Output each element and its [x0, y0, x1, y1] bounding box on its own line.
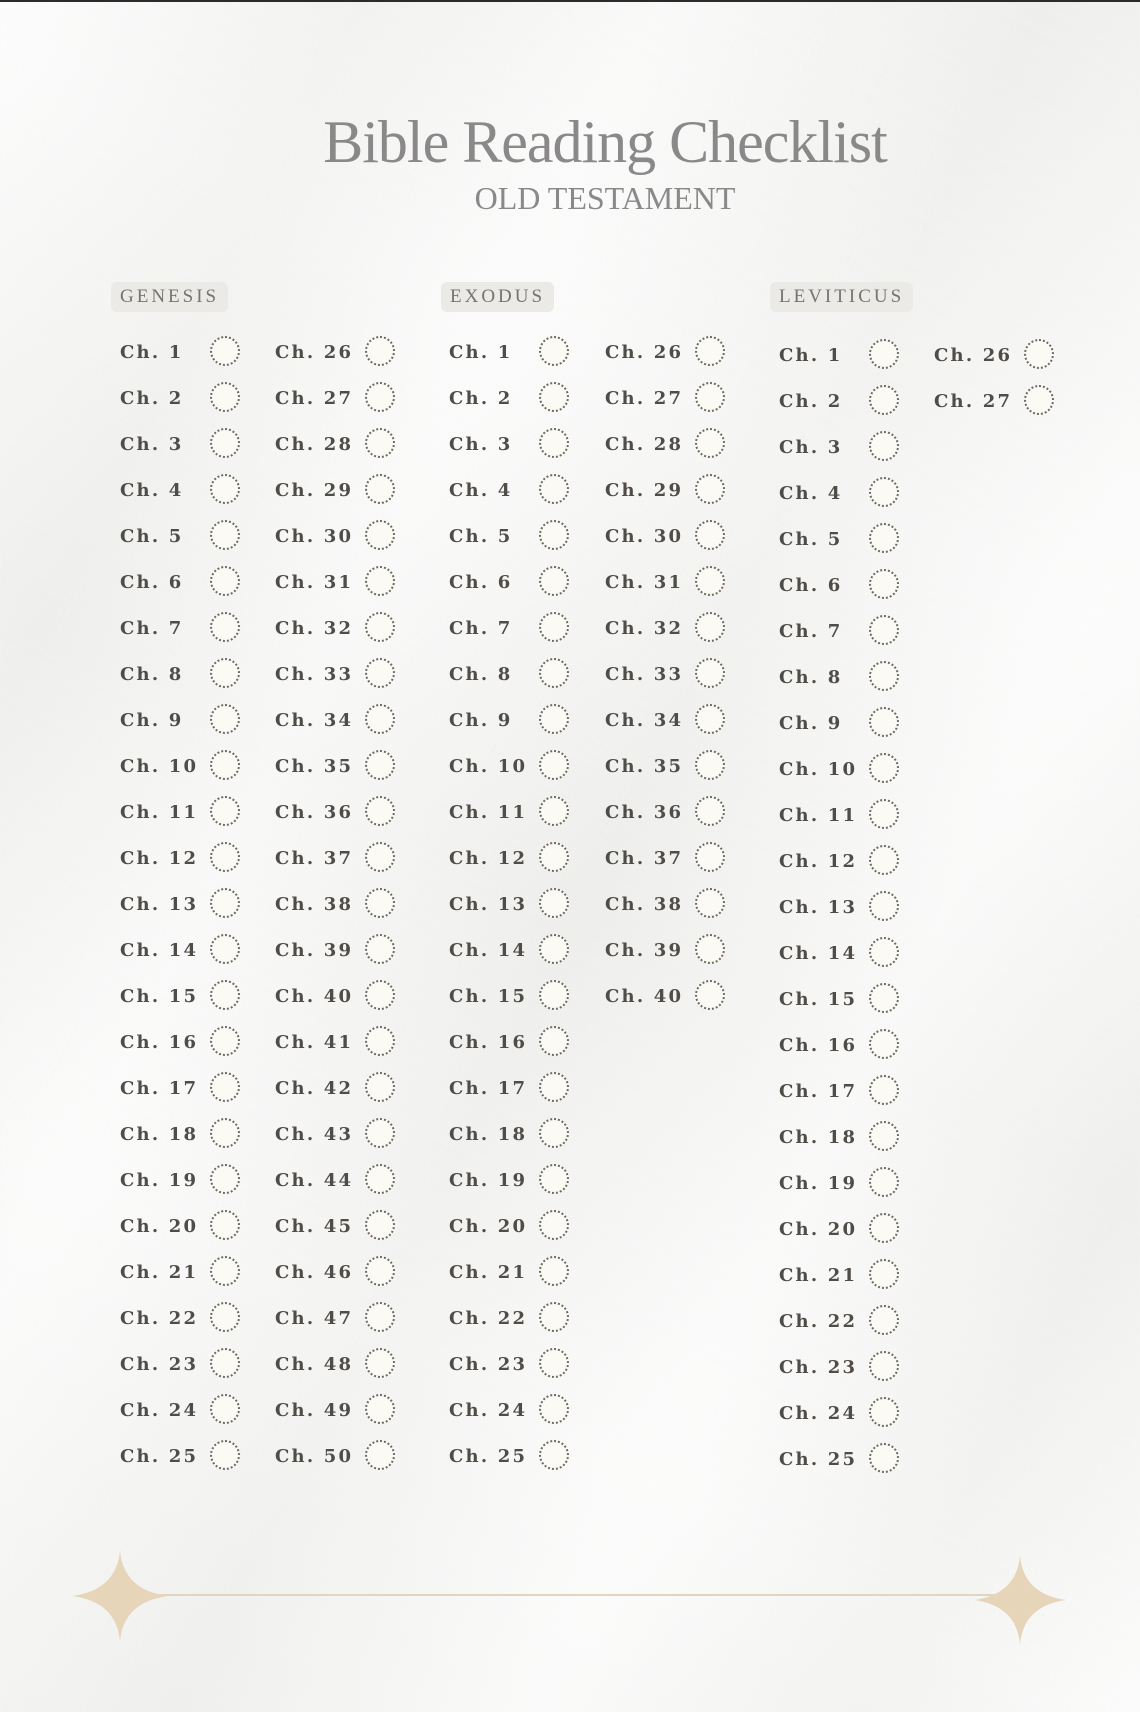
chapter-label: Ch. 1: [779, 345, 843, 366]
chapter-label: Ch. 32: [605, 618, 684, 639]
chapter-checkbox[interactable]: [539, 842, 569, 872]
chapter-label: Ch. 4: [120, 480, 184, 501]
chapter-checkbox[interactable]: [695, 842, 725, 872]
chapter-checkbox[interactable]: [539, 1164, 569, 1194]
chapter-label: Ch. 15: [779, 989, 858, 1010]
chapter-label: Ch. 29: [275, 480, 354, 501]
chapter-label: Ch. 38: [275, 894, 354, 915]
chapter-checkbox[interactable]: [695, 934, 725, 964]
chapter-checkbox[interactable]: [539, 980, 569, 1010]
chapter-checkbox[interactable]: [365, 842, 395, 872]
chapter-checkbox[interactable]: [869, 385, 899, 415]
chapter-label: Ch. 33: [275, 664, 354, 685]
chapter-label: Ch. 7: [779, 621, 843, 642]
chapter-label: Ch. 20: [120, 1216, 199, 1237]
chapter-checkbox[interactable]: [210, 934, 240, 964]
chapter-label: Ch. 25: [779, 1449, 858, 1470]
chapter-checkbox[interactable]: [365, 612, 395, 642]
chapter-checkbox[interactable]: [539, 1440, 569, 1470]
chapter-checkbox[interactable]: [539, 612, 569, 642]
chapter-label: Ch. 41: [275, 1032, 354, 1053]
chapter-checkbox[interactable]: [695, 796, 725, 826]
chapter-label: Ch. 18: [779, 1127, 858, 1148]
chapter-checkbox[interactable]: [210, 888, 240, 918]
chapter-label: Ch. 12: [779, 851, 858, 872]
chapter-label: Ch. 34: [605, 710, 684, 731]
chapter-label: Ch. 26: [934, 345, 1013, 366]
chapter-label: Ch. 9: [120, 710, 184, 731]
chapter-label: Ch. 18: [449, 1124, 528, 1145]
chapter-label: Ch. 23: [120, 1354, 199, 1375]
chapter-label: Ch. 13: [449, 894, 528, 915]
chapter-checkbox[interactable]: [365, 796, 395, 826]
chapter-checkbox[interactable]: [210, 428, 240, 458]
chapter-checkbox[interactable]: [210, 1118, 240, 1148]
chapter-checkbox[interactable]: [869, 1259, 899, 1289]
chapter-checkbox[interactable]: [695, 888, 725, 918]
chapter-label: Ch. 12: [120, 848, 199, 869]
chapter-label: Ch. 20: [779, 1219, 858, 1240]
chapter-label: Ch. 13: [779, 897, 858, 918]
right-sparkle-icon: [974, 1555, 1066, 1645]
chapter-checkbox[interactable]: [869, 661, 899, 691]
chapter-label: Ch. 48: [275, 1354, 354, 1375]
chapter-label: Ch. 37: [275, 848, 354, 869]
chapter-label: Ch. 6: [779, 575, 843, 596]
chapter-checkbox[interactable]: [365, 382, 395, 412]
chapter-checkbox[interactable]: [695, 428, 725, 458]
chapter-checkbox[interactable]: [365, 1118, 395, 1148]
chapter-checkbox[interactable]: [365, 750, 395, 780]
chapter-label: Ch. 14: [779, 943, 858, 964]
chapter-label: Ch. 36: [275, 802, 354, 823]
chapter-checkbox[interactable]: [869, 845, 899, 875]
chapter-checkbox[interactable]: [539, 934, 569, 964]
chapter-label: Ch. 27: [275, 388, 354, 409]
chapter-checkbox[interactable]: [869, 523, 899, 553]
chapter-label: Ch. 9: [779, 713, 843, 734]
chapter-checkbox[interactable]: [539, 704, 569, 734]
chapter-checkbox[interactable]: [869, 937, 899, 967]
book-tag-leviticus: LEVITICUS: [770, 282, 913, 312]
chapter-checkbox[interactable]: [365, 704, 395, 734]
chapter-checkbox[interactable]: [869, 1121, 899, 1151]
chapter-checkbox[interactable]: [1024, 339, 1054, 369]
chapter-label: Ch. 22: [779, 1311, 858, 1332]
chapter-checkbox[interactable]: [210, 612, 240, 642]
chapter-checkbox[interactable]: [869, 615, 899, 645]
chapter-checkbox[interactable]: [539, 796, 569, 826]
chapter-checkbox[interactable]: [365, 1210, 395, 1240]
chapter-checkbox[interactable]: [539, 566, 569, 596]
chapter-label: Ch. 12: [449, 848, 528, 869]
chapter-checkbox[interactable]: [869, 1075, 899, 1105]
chapter-label: Ch. 3: [779, 437, 843, 458]
chapter-label: Ch. 5: [120, 526, 184, 547]
chapter-checkbox[interactable]: [539, 1302, 569, 1332]
chapter-checkbox[interactable]: [539, 1394, 569, 1424]
chapter-label: Ch. 6: [449, 572, 513, 593]
chapter-label: Ch. 19: [120, 1170, 199, 1191]
chapter-checkbox[interactable]: [869, 753, 899, 783]
chapter-checkbox[interactable]: [210, 842, 240, 872]
chapter-checkbox[interactable]: [210, 1256, 240, 1286]
chapter-checkbox[interactable]: [365, 1072, 395, 1102]
page-subtitle: OLD TESTAMENT: [474, 180, 736, 216]
top-border: [0, 0, 1140, 2]
chapter-label: Ch. 19: [779, 1173, 858, 1194]
chapter-label: Ch. 10: [779, 759, 858, 780]
chapter-label: Ch. 5: [449, 526, 513, 547]
chapter-checkbox[interactable]: [539, 382, 569, 412]
chapter-checkbox[interactable]: [365, 1394, 395, 1424]
chapter-checkbox[interactable]: [365, 658, 395, 688]
chapter-checkbox[interactable]: [869, 799, 899, 829]
chapter-checkbox[interactable]: [210, 1302, 240, 1332]
chapter-checkbox[interactable]: [539, 888, 569, 918]
chapter-checkbox[interactable]: [869, 569, 899, 599]
chapter-checkbox[interactable]: [539, 658, 569, 688]
chapter-checkbox[interactable]: [365, 980, 395, 1010]
chapter-checkbox[interactable]: [695, 520, 725, 550]
chapter-label: Ch. 15: [120, 986, 199, 1007]
chapter-checkbox[interactable]: [210, 1072, 240, 1102]
chapter-label: Ch. 18: [120, 1124, 199, 1145]
chapter-checkbox[interactable]: [695, 980, 725, 1010]
chapter-label: Ch. 11: [779, 805, 858, 826]
chapter-checkbox[interactable]: [365, 1256, 395, 1286]
chapter-label: Ch. 31: [605, 572, 684, 593]
chapter-checkbox[interactable]: [210, 566, 240, 596]
chapter-label: Ch. 42: [275, 1078, 354, 1099]
chapter-label: Ch. 35: [605, 756, 684, 777]
chapter-label: Ch. 2: [120, 388, 184, 409]
chapter-checkbox[interactable]: [695, 612, 725, 642]
chapter-checkbox[interactable]: [869, 1213, 899, 1243]
chapter-label: Ch. 21: [779, 1265, 858, 1286]
chapter-checkbox[interactable]: [210, 336, 240, 366]
chapter-checkbox[interactable]: [539, 1072, 569, 1102]
chapter-label: Ch. 30: [275, 526, 354, 547]
chapter-label: Ch. 8: [779, 667, 843, 688]
chapter-label: Ch. 38: [605, 894, 684, 915]
chapter-checkbox[interactable]: [365, 1440, 395, 1470]
chapter-label: Ch. 8: [449, 664, 513, 685]
chapter-checkbox[interactable]: [869, 1443, 899, 1473]
chapter-checkbox[interactable]: [365, 1026, 395, 1056]
chapter-checkbox[interactable]: [539, 1118, 569, 1148]
chapter-label: Ch. 17: [779, 1081, 858, 1102]
chapter-checkbox[interactable]: [869, 1167, 899, 1197]
chapter-label: Ch. 47: [275, 1308, 354, 1329]
chapter-label: Ch. 50: [275, 1446, 354, 1467]
chapter-label: Ch. 22: [449, 1308, 528, 1329]
chapter-checkbox[interactable]: [210, 980, 240, 1010]
chapter-label: Ch. 49: [275, 1400, 354, 1421]
chapter-label: Ch. 16: [779, 1035, 858, 1056]
chapter-checkbox[interactable]: [869, 477, 899, 507]
chapter-checkbox[interactable]: [539, 1210, 569, 1240]
chapter-label: Ch. 23: [449, 1354, 528, 1375]
chapter-checkbox[interactable]: [869, 1305, 899, 1335]
chapter-checkbox[interactable]: [539, 336, 569, 366]
chapter-checkbox[interactable]: [210, 1164, 240, 1194]
chapter-label: Ch. 24: [779, 1403, 858, 1424]
chapter-label: Ch. 10: [120, 756, 199, 777]
chapter-label: Ch. 27: [605, 388, 684, 409]
chapter-checkbox[interactable]: [210, 1026, 240, 1056]
chapter-label: Ch. 29: [605, 480, 684, 501]
chapter-checkbox[interactable]: [365, 934, 395, 964]
chapter-checkbox[interactable]: [695, 750, 725, 780]
chapter-checkbox[interactable]: [365, 520, 395, 550]
chapter-label: Ch. 31: [275, 572, 354, 593]
chapter-checkbox[interactable]: [210, 382, 240, 412]
chapter-label: Ch. 2: [779, 391, 843, 412]
chapter-label: Ch. 11: [449, 802, 528, 823]
chapter-label: Ch. 3: [120, 434, 184, 455]
chapter-label: Ch. 14: [120, 940, 199, 961]
chapter-checkbox[interactable]: [695, 704, 725, 734]
chapter-label: Ch. 30: [605, 526, 684, 547]
chapter-label: Ch. 17: [449, 1078, 528, 1099]
chapter-label: Ch. 26: [275, 342, 354, 363]
chapter-label: Ch. 2: [449, 388, 513, 409]
chapter-checkbox[interactable]: [869, 1397, 899, 1427]
chapter-label: Ch. 25: [449, 1446, 528, 1467]
chapter-checkbox[interactable]: [365, 336, 395, 366]
chapter-checkbox[interactable]: [869, 891, 899, 921]
chapter-checkbox[interactable]: [210, 796, 240, 826]
chapter-label: Ch. 43: [275, 1124, 354, 1145]
divider-line: [120, 1594, 1020, 1596]
chapter-checkbox[interactable]: [539, 520, 569, 550]
chapter-checkbox[interactable]: [695, 566, 725, 596]
chapter-label: Ch. 11: [120, 802, 199, 823]
chapter-checkbox[interactable]: [539, 428, 569, 458]
chapter-checkbox[interactable]: [365, 888, 395, 918]
chapter-checkbox[interactable]: [539, 1256, 569, 1286]
chapter-checkbox[interactable]: [695, 336, 725, 366]
chapter-label: Ch. 21: [120, 1262, 199, 1283]
chapter-label: Ch. 28: [605, 434, 684, 455]
chapter-checkbox[interactable]: [695, 658, 725, 688]
chapter-checkbox[interactable]: [869, 1351, 899, 1381]
chapter-checkbox[interactable]: [210, 658, 240, 688]
chapter-checkbox[interactable]: [365, 1302, 395, 1332]
chapter-label: Ch. 39: [605, 940, 684, 961]
chapter-checkbox[interactable]: [869, 983, 899, 1013]
chapter-label: Ch. 10: [449, 756, 528, 777]
chapter-label: Ch. 22: [120, 1308, 199, 1329]
chapter-label: Ch. 1: [120, 342, 184, 363]
chapter-label: Ch. 36: [605, 802, 684, 823]
chapter-label: Ch. 15: [449, 986, 528, 1007]
chapter-label: Ch. 9: [449, 710, 513, 731]
chapter-label: Ch. 26: [605, 342, 684, 363]
chapter-label: Ch. 23: [779, 1357, 858, 1378]
chapter-label: Ch. 1: [449, 342, 513, 363]
chapter-checkbox[interactable]: [210, 1394, 240, 1424]
chapter-label: Ch. 21: [449, 1262, 528, 1283]
chapter-label: Ch. 46: [275, 1262, 354, 1283]
chapter-checkbox[interactable]: [365, 1164, 395, 1194]
chapter-checkbox[interactable]: [869, 431, 899, 461]
chapter-label: Ch. 5: [779, 529, 843, 550]
chapter-checkbox[interactable]: [869, 707, 899, 737]
chapter-label: Ch. 34: [275, 710, 354, 731]
chapter-checkbox[interactable]: [210, 520, 240, 550]
chapter-checkbox[interactable]: [210, 1348, 240, 1378]
chapter-label: Ch. 7: [449, 618, 513, 639]
chapter-label: Ch. 16: [449, 1032, 528, 1053]
chapter-label: Ch. 25: [120, 1446, 199, 1467]
chapter-label: Ch. 6: [120, 572, 184, 593]
chapter-checkbox[interactable]: [365, 1348, 395, 1378]
book-tag-exodus: EXODUS: [441, 282, 554, 312]
chapter-label: Ch. 40: [605, 986, 684, 1007]
chapter-label: Ch. 33: [605, 664, 684, 685]
book-tag-genesis: GENESIS: [111, 282, 228, 312]
chapter-checkbox[interactable]: [695, 382, 725, 412]
chapter-checkbox[interactable]: [1024, 385, 1054, 415]
chapter-label: Ch. 39: [275, 940, 354, 961]
chapter-label: Ch. 28: [275, 434, 354, 455]
chapter-checkbox[interactable]: [210, 1440, 240, 1470]
chapter-label: Ch. 45: [275, 1216, 354, 1237]
chapter-label: Ch. 44: [275, 1170, 354, 1191]
chapter-checkbox[interactable]: [869, 339, 899, 369]
chapter-checkbox[interactable]: [539, 1026, 569, 1056]
chapter-label: Ch. 13: [120, 894, 199, 915]
chapter-label: Ch. 19: [449, 1170, 528, 1191]
chapter-label: Ch. 20: [449, 1216, 528, 1237]
chapter-label: Ch. 24: [120, 1400, 199, 1421]
chapter-checkbox[interactable]: [365, 566, 395, 596]
chapter-checkbox[interactable]: [539, 1348, 569, 1378]
chapter-label: Ch. 24: [449, 1400, 528, 1421]
chapter-checkbox[interactable]: [539, 474, 569, 504]
page-title: Bible Reading Checklist: [323, 109, 887, 175]
chapter-label: Ch. 3: [449, 434, 513, 455]
chapter-checkbox[interactable]: [210, 704, 240, 734]
chapter-label: Ch. 4: [779, 483, 843, 504]
chapter-label: Ch. 35: [275, 756, 354, 777]
chapter-checkbox[interactable]: [365, 428, 395, 458]
chapter-label: Ch. 27: [934, 391, 1013, 412]
chapter-checkbox[interactable]: [210, 750, 240, 780]
chapter-label: Ch. 40: [275, 986, 354, 1007]
chapter-label: Ch. 14: [449, 940, 528, 961]
left-sparkle-icon: [72, 1550, 168, 1642]
chapter-checkbox[interactable]: [210, 1210, 240, 1240]
chapter-label: Ch. 7: [120, 618, 184, 639]
chapter-checkbox[interactable]: [210, 474, 240, 504]
chapter-checkbox[interactable]: [365, 474, 395, 504]
chapter-label: Ch. 37: [605, 848, 684, 869]
chapter-checkbox[interactable]: [695, 474, 725, 504]
chapter-label: Ch. 8: [120, 664, 184, 685]
chapter-checkbox[interactable]: [869, 1029, 899, 1059]
chapter-label: Ch. 4: [449, 480, 513, 501]
chapter-label: Ch. 16: [120, 1032, 199, 1053]
chapter-label: Ch. 17: [120, 1078, 199, 1099]
chapter-label: Ch. 32: [275, 618, 354, 639]
chapter-checkbox[interactable]: [539, 750, 569, 780]
